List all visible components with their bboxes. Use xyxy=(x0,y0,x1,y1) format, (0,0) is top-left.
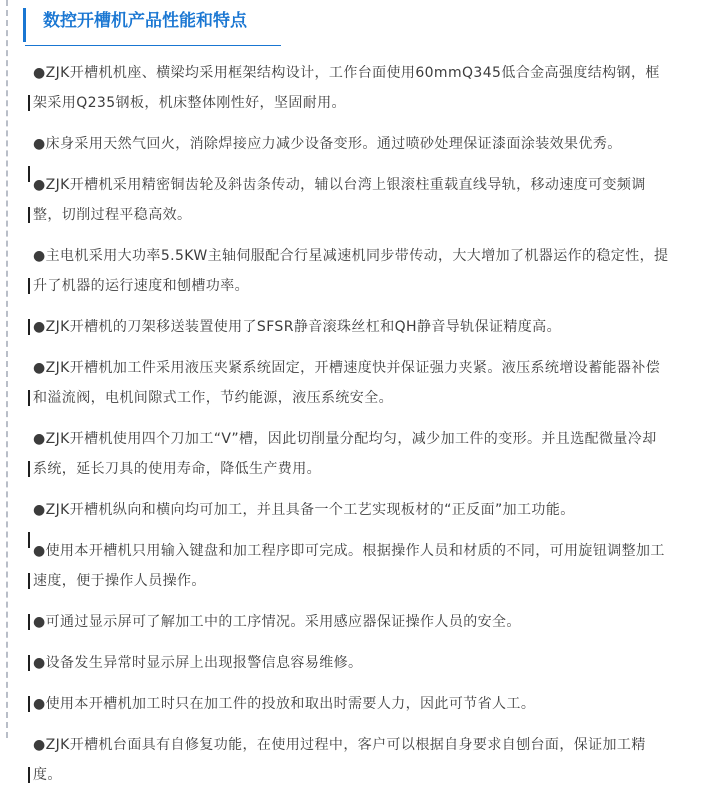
section-title: 数控开槽机产品性能和特点 xyxy=(43,11,247,31)
feature-item xyxy=(30,312,670,342)
feature-text: ●ZJK开槽机的刀架移送装置使用了SFSR静音滚珠丝杠和QH静音导轨保证精度高。 xyxy=(33,319,561,335)
heading-accent-bar xyxy=(23,8,26,42)
feature-text: ●主电机采用大功率5.5KW主轴伺服配合行星减速机同步带传动，大大增加了机器运作的稳定性，提升了机器的运行速度和刨槽功率。 xyxy=(33,248,669,294)
feature-item xyxy=(30,607,670,637)
feature-item xyxy=(30,730,670,790)
feature-text: ●ZJK开槽机采用精密铜齿轮及斜齿条传动，辅以台湾上银滚柱重载直线导轨，移动速度可变频调整，切削过程平稳高效。 xyxy=(33,177,646,223)
section-heading xyxy=(23,6,281,40)
feature-item xyxy=(30,241,670,301)
feature-marker xyxy=(28,461,30,477)
feature-text: ●使用本开槽机只用输入键盘和加工程序即可完成。根据操作人员和材质的不同，可用旋钮调整加工速度，便于操作人员操作。 xyxy=(33,543,665,589)
feature-marker xyxy=(28,573,30,589)
feature-item xyxy=(30,58,670,118)
feature-item xyxy=(30,129,670,159)
feature-marker xyxy=(28,767,30,783)
dashed-border xyxy=(6,0,8,738)
feature-marker xyxy=(28,207,30,223)
feature-text: ●可通过显示屏可了解加工中的工序情况。采用感应器保证操作人员的安全。 xyxy=(33,614,521,630)
feature-text: ●设备发生异常时显示屏上出现报警信息容易维修。 xyxy=(33,655,363,671)
feature-text: ●ZJK开槽机纵向和横向均可加工，并且具备一个工艺实现板材的“正反面”加工功能。 xyxy=(33,502,575,518)
feature-text: ●ZJK开槽机使用四个刀加工“V”槽，因此切削量分配均匀，减少加工件的变形。并且选配微量冷却系统，延长刀具的使用寿命，降低生产费用。 xyxy=(33,431,657,477)
feature-text: ●床身采用天然气回火，消除焊接应力减少设备变形。通过喷砂处理保证漆面涂装效果优秀。 xyxy=(33,136,622,152)
feature-marker xyxy=(28,614,30,630)
heading-underline xyxy=(25,45,281,46)
feature-item xyxy=(30,689,670,719)
feature-marker xyxy=(28,390,30,406)
feature-marker xyxy=(28,319,30,335)
feature-marker xyxy=(28,696,30,712)
feature-item xyxy=(30,170,670,230)
feature-text: ●ZJK开槽机机座、横梁均采用框架结构设计，工作台面使用60mmQ345低合金高强度结构钢，框架采用Q235钢板，机床整体刚性好，坚固耐用。 xyxy=(33,65,660,111)
feature-marker xyxy=(28,95,30,111)
feature-marker xyxy=(28,278,30,294)
feature-item xyxy=(30,536,670,596)
feature-item xyxy=(30,424,670,484)
feature-text: ●使用本开槽机加工时只在加工件的投放和取出时需要人力，因此可节省人工。 xyxy=(33,696,536,712)
feature-text: ●ZJK开槽机加工件采用液压夹紧系统固定，开槽速度快并保证强力夹紧。液压系统增设蓄能器补偿和溢流阀，电机间隙式工作，节约能源，液压系统安全。 xyxy=(33,360,661,406)
feature-item xyxy=(30,495,670,525)
feature-marker xyxy=(28,655,30,671)
feature-text: ●ZJK开槽机台面具有自修复功能，在使用过程中，客户可以根据自身要求自刨台面，保证加工精度。 xyxy=(33,737,646,783)
feature-item xyxy=(30,353,670,413)
feature-list xyxy=(30,58,670,801)
feature-item xyxy=(30,648,670,678)
